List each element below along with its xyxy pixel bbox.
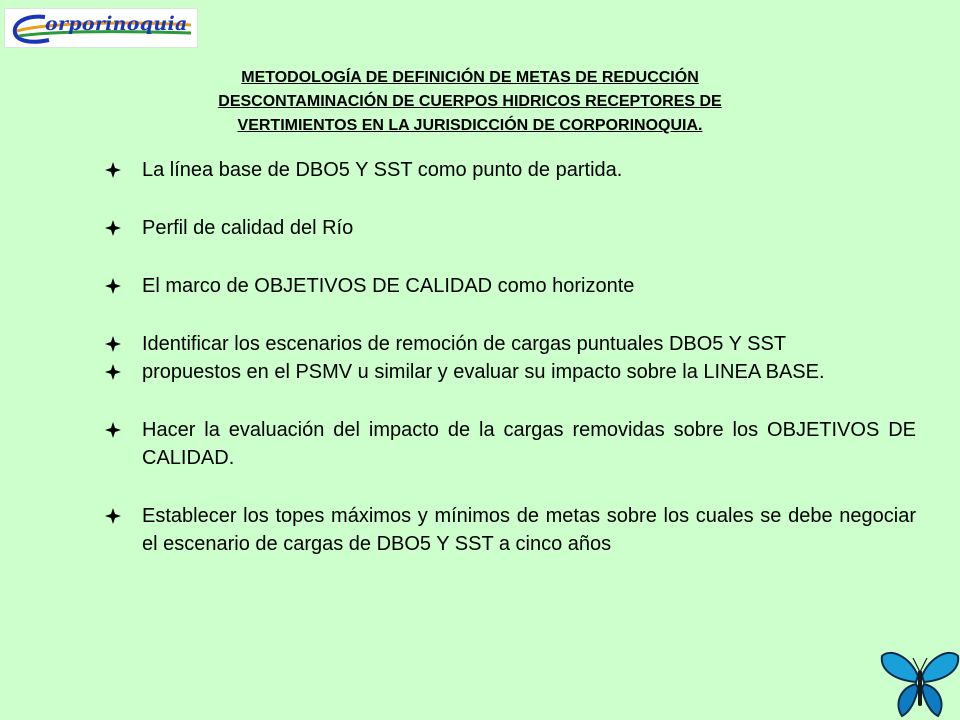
title-line-2: DESCONTAMINACIÓN DE CUERPOS HIDRICOS RECEPTORES DE <box>218 93 722 110</box>
page-title <box>60 66 880 138</box>
bullet-item <box>104 272 916 300</box>
bullet-text: Hacer la evaluación del impacto de la cargas removidas sobre los OBJETIVOS DE CALIDAD. <box>142 419 916 469</box>
bullet-text: El marco de OBJETIVOS DE CALIDAD como horizonte <box>142 275 635 297</box>
bullet-item <box>104 358 916 386</box>
bullet-text: Identificar los escenarios de remoción de cargas puntuales DBO5 Y SST <box>142 333 787 355</box>
bullet-item <box>104 330 916 358</box>
bullet-item <box>104 416 916 472</box>
title-line-1: METODOLOGÍA DE DEFINICIÓN DE METAS DE REDUCCIÓN <box>241 69 699 86</box>
diamond-bullet-icon <box>104 421 122 439</box>
bullet-text: Establecer los topes máximos y mínimos de metas sobre los cuales se debe negociar el escenario de cargas de DBO5 Y SST a cinco años <box>142 505 916 555</box>
bullet-list <box>104 156 916 558</box>
diamond-bullet-icon <box>104 363 122 381</box>
diamond-bullet-icon <box>104 277 122 295</box>
diamond-bullet-icon <box>104 161 122 179</box>
logo-text: orporinoquia <box>45 13 188 35</box>
corporinoquia-logo <box>4 8 198 48</box>
bullet-item <box>104 156 916 184</box>
bullet-text: propuestos en el PSMV u similar y evaluar su impacto sobre la LINEA BASE. <box>142 361 825 383</box>
butterfly-icon <box>880 646 960 720</box>
diamond-bullet-icon <box>104 335 122 353</box>
bullet-text: La línea base de DBO5 Y SST como punto de partida. <box>142 159 623 181</box>
diamond-bullet-icon <box>104 219 122 237</box>
title-line-3: VERTIMIENTOS EN LA JURISDICCIÓN DE CORPORINOQUIA. <box>237 117 703 134</box>
bullet-item <box>104 502 916 558</box>
bullet-text: Perfil de calidad del Río <box>142 217 354 239</box>
diamond-bullet-icon <box>104 507 122 525</box>
bullet-item <box>104 214 916 242</box>
